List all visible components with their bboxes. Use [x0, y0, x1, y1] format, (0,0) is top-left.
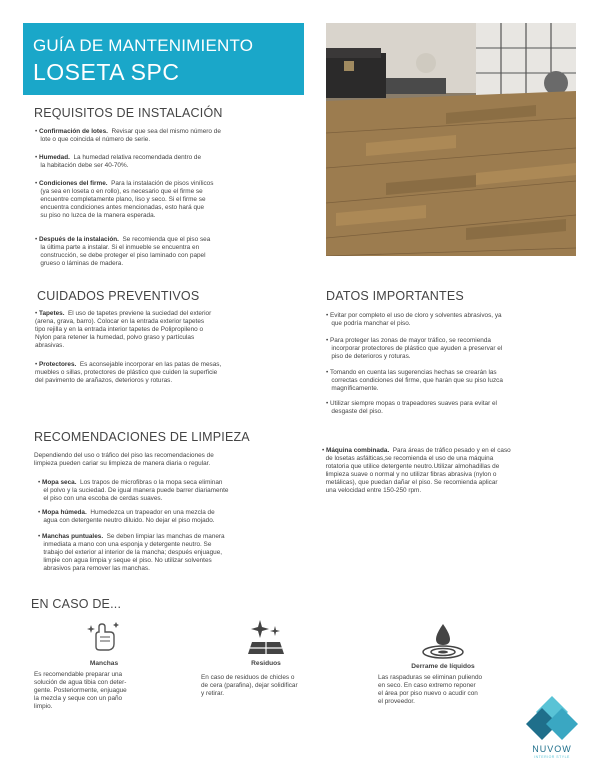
- maquina-l3: rotatoria que utilice detergente neutro.Utilizar almohadillas de: [325, 463, 500, 470]
- tapetes-l2: (arena, grava, barro). Colocar en la entrada exterior tapetes: [35, 318, 205, 325]
- mopa-humeda-l1: Humedezca un trapeador en una mezcla de: [90, 509, 215, 516]
- icon-label-manchas: Manchas: [89, 660, 119, 667]
- mopa-humeda-label: Mopa húmeda.: [42, 509, 87, 516]
- protectores-l2: muebles o sillas, protectores de plástico que cuiden la superficie: [35, 369, 218, 376]
- limpieza-intro-2: limpieza pueden cariar su limpieza de manera diaria o regular.: [34, 460, 211, 467]
- tapetes-l3: tipo rejilla y en la entrada interior tapetes de Polipropileno o: [35, 326, 204, 333]
- water-drop-splash-icon: [420, 622, 466, 660]
- req-humedad-l1: La humedad relativa recomendada dentro de: [73, 154, 202, 161]
- tapetes-label: Tapetes.: [39, 310, 65, 317]
- maquina-l2: de losetas asfálticas,se recomienda el uso de una máquina: [325, 455, 494, 462]
- req-despues-l3: construcción, se debe proteger el piso laminado con papel: [40, 252, 206, 259]
- limpieza-intro: [34, 452, 214, 468]
- title-line-2: LOSETA SPC: [33, 59, 180, 85]
- icon-label-derrame: Derrame de líquidos: [411, 663, 475, 670]
- room-floor-photo: [326, 23, 576, 256]
- req-lotes-label: Confirmación de lotes.: [39, 128, 108, 135]
- mopa-humeda-l2: agua con detergente neutro diluido. No dejar el piso mojado.: [43, 517, 215, 524]
- manchas-puntuales-l3: trabajo del exterior al interior de la mancha; después enjuague,: [43, 549, 223, 556]
- maquina-l4: limpieza suave o normal y no utilizar fibras abrasiva (nylon o: [325, 471, 497, 478]
- manchas-puntuales-l1: Se deben limpiar las manchas de manera: [106, 533, 225, 540]
- req-firme-l4: encuentra condiciones antes mencionadas, esto hará que: [40, 204, 205, 211]
- datos-trafico-l2: incorporar protectores de plástico que ayuden a preservar el: [331, 345, 503, 352]
- datos-item-sugerencias: • Tomando en cuenta las sugerencias hechas se crearán las correctas condiciones del firme, que harán que su piso luzca magníficamente.: [326, 369, 503, 392]
- en-caso-manchas-l4: la mezcla y seque con un paño: [34, 695, 123, 702]
- datos-cloro-l1: Evitar por completo el uso de cloro y solventes abrasivos, ya: [330, 312, 502, 319]
- datos-trafico-l1: Para proteger las zonas de mayor tráfico, se recomienda: [330, 337, 491, 344]
- req-humedad-l2: la habitación debe ser 40-70%.: [40, 162, 129, 169]
- datos-mopas-l2: desgaste del piso.: [331, 408, 383, 415]
- datos-cloro-l2: que podría manchar el piso.: [331, 320, 411, 327]
- req-lotes-l2: lote o que coincida el número de serie.: [40, 136, 151, 143]
- protectores-label: Protectores.: [39, 361, 77, 368]
- protectores-l1: Es aconsejable incorporar en las patas de mesas,: [79, 361, 222, 368]
- cuidados-tapetes: • Tapetes. El uso de tapetes previene la suciedad del exterior (arena, grava, barro). Colocar en la entrada exterior tapetes tipo rejilla y en la entrada interior tapetes de Polipropileno o Nylon para retener la humedad, polvo graso y partículas abrasivas.: [35, 310, 212, 349]
- maquina-l1: Para áreas de tráfico pesado y en el caso: [392, 447, 511, 454]
- en-caso-derrame-l4: el proveedor.: [378, 698, 415, 705]
- hand-wipe-icon: [86, 619, 122, 655]
- section-title-cuidados: CUIDADOS PREVENTIVOS: [37, 289, 200, 303]
- req-item-humedad: • Humedad. La humedad relativa recomendada dentro de la habitación debe ser 40-70%.: [35, 154, 202, 169]
- section-title-en-caso: EN CASO DE...: [31, 597, 122, 611]
- datos-item-cloro: • Evitar por completo el uso de cloro y solventes abrasivos, ya que podría manchar el piso.: [326, 312, 502, 327]
- maquina-label: Máquina combinada.: [326, 447, 390, 454]
- floor-sparkle-icon: [246, 618, 286, 656]
- section-title-datos: DATOS IMPORTANTES: [326, 289, 464, 303]
- req-firme-l5: su piso no luzca de la manera esperada.: [40, 212, 156, 219]
- protectores-l3: del pavimento de arañazos, deterioros y roturas.: [35, 377, 173, 384]
- req-firme-l2: (ya sea en loseta o en rollo), es necesario que el firme se: [40, 188, 203, 195]
- maquina-l6: una velocidad entre 150-250 rpm.: [325, 487, 422, 494]
- datos-trafico-l3: piso de deterioros y roturas.: [331, 353, 411, 360]
- req-despues-l4: grueso o láminas de madera.: [40, 260, 124, 267]
- en-caso-manchas-l5: limpio.: [34, 703, 53, 710]
- en-caso-derrame-l1: Las raspaduras se eliminan puliendo: [378, 674, 483, 681]
- req-firme-l3: encuentre completamente plano, liso y seco. Si el firme se: [40, 196, 206, 203]
- logo-wordmark: NUVOW: [532, 744, 572, 754]
- req-item-lotes: • Confirmación de lotes. Revisar que sea del mismo número de lote o que coincida el número de serie.: [35, 128, 221, 143]
- en-caso-residuos-l1: En caso de residuos de chicles o: [201, 674, 295, 681]
- section-title-requisitos: REQUISITOS DE INSTALACIÓN: [34, 106, 223, 120]
- section-title-limpieza: RECOMENDACIONES DE LIMPIEZA: [34, 430, 250, 444]
- en-caso-manchas-l1: Es recomendable preparar una: [34, 671, 123, 678]
- en-caso-derrame-l3: el área por piso nuevo o acudir con: [378, 690, 478, 697]
- limpieza-mopa-humeda: • Mopa húmeda. Humedezca un trapeador en una mezcla de agua con detergente neutro diluido. No dejar el piso mojado.: [38, 509, 215, 524]
- req-despues-l2: la última parte a instalar. Si el inmueble se encuentra en: [40, 244, 200, 251]
- limpieza-intro-1: Dependiendo del uso o tráfico del piso las recomendaciones de: [34, 452, 214, 459]
- en-caso-residuos-l3: y retirar.: [201, 690, 225, 697]
- mopa-seca-label: Mopa seca.: [42, 479, 77, 486]
- req-firme-label: Condiciones del firme.: [39, 180, 108, 187]
- limpieza-maquina-combinada: • Máquina combinada. Para áreas de tráfico pesado y en el caso de losetas asfálticas,se recomienda el uso de una máquina rotatoria que utilice detergente neutro.Utilizar almohadillas de limpieza suave o normal y no utilizar fibras abrasiva (nylon o metálicas), que puedan dañar el piso. Se recomienda aplicar una velocidad entre 150-250 rpm.: [322, 447, 511, 494]
- datos-sugerencias-l1: Tomando en cuenta las sugerencias hechas se crearán las: [330, 369, 497, 376]
- en-caso-manchas-l3: gente. Posteriormente, enjuague: [34, 687, 127, 694]
- manchas-puntuales-label: Manchas puntuales.: [42, 533, 104, 540]
- req-despues-l1: Se recomienda que el piso sea: [122, 236, 211, 243]
- manchas-puntuales-l2: inmediata a mano con una esponja y detergente neutro. Se: [43, 541, 212, 548]
- tapetes-l1: El uso de tapetes previene la suciedad del exterior: [68, 310, 212, 317]
- en-caso-derrame-l2: en seco. En caso extremo reponer: [378, 682, 476, 689]
- datos-sugerencias-l2: correctas condiciones del firme, que harán que su piso luzca: [331, 377, 503, 384]
- datos-mopas-l1: Utilizar siempre mopas o trapeadores suaves para evitar el: [330, 400, 497, 407]
- datos-item-trafico: • Para proteger las zonas de mayor tráfico, se recomienda incorporar protectores de plástico que ayuden a preservar el piso de deterioros y roturas.: [326, 337, 503, 360]
- en-caso-residuos-text: [201, 674, 298, 698]
- req-item-despues: • Después de la instalación. Se recomienda que el piso sea la última parte a instalar. Si el inmueble se encuentra en construcción, se debe proteger el piso laminado con papel grueso o láminas de madera.: [35, 236, 211, 267]
- title-banner: [23, 23, 304, 95]
- tapetes-l5: abrasivas.: [35, 342, 65, 349]
- tapetes-l4: Nylon para retener la humedad, polvo graso y partículas: [35, 334, 195, 341]
- icon-label-residuos: Residuos: [251, 660, 281, 667]
- mopa-seca-l1: Los trapos de microfibras o la mopa seca eliminan: [80, 479, 223, 486]
- maquina-l5: metálicas), que puedan dañar el piso. Se recomienda aplicar: [325, 479, 498, 486]
- mopa-seca-l3: el piso con una escoba de cerdas suaves.: [43, 495, 163, 502]
- manchas-puntuales-l5: abrasivos para remover las manchas.: [43, 565, 150, 572]
- nuvow-logo-mark: [522, 694, 582, 746]
- room-photo-illustration: [326, 23, 576, 256]
- limpieza-manchas-puntuales: • Manchas puntuales. Se deben limpiar las manchas de manera inmediata a mano con una esponja y detergente neutro. Se trabajo del exterior al interior de la mancha; después enjuague, limpie con agua limpia y seque el piso. No utilizar solventes abrasivos para remover las manchas.: [38, 533, 225, 572]
- en-caso-manchas-text: [34, 671, 127, 711]
- en-caso-residuos-l2: de cera (parafina), dejar solidificar: [201, 682, 298, 689]
- en-caso-manchas-l2: solución de agua tibia con deter-: [34, 679, 127, 686]
- limpieza-mopa-seca: • Mopa seca. Los trapos de microfibras o la mopa seca eliminan el polvo y la suciedad. De igual manera puede barrer diariamente el piso con una escoba de cerdas suaves.: [38, 479, 229, 502]
- manchas-puntuales-l4: limpie con agua limpia y seque el piso. No utilizar solventes: [43, 557, 212, 564]
- req-despues-label: Después de la instalación.: [39, 236, 119, 243]
- req-humedad-label: Humedad.: [39, 154, 70, 161]
- datos-sugerencias-l3: magníficamente.: [331, 385, 379, 392]
- req-item-firme: • Condiciones del firme. Para la instalación de pisos vinílicos (ya sea en loseta o en rollo), es necesario que el firme se encuentre completamente plano, liso y seco. Si el firme se encuentra condiciones antes mencionadas, esto hará que su piso no luzca de la manera esperada.: [35, 180, 214, 219]
- cuidados-protectores: • Protectores. Es aconsejable incorporar en las patas de mesas, muebles o sillas, protectores de plástico que cuiden la superficie del pavimento de arañazos, deterioros y roturas.: [35, 361, 222, 384]
- mopa-seca-l2: el polvo y la suciedad. De igual manera puede barrer diariamente: [43, 487, 229, 494]
- req-lotes-l1: Revisar que sea del mismo número de: [111, 128, 221, 135]
- logo-tagline: INTERIOR STYLE: [534, 755, 570, 759]
- title-line-1: GUÍA DE MANTENIMIENTO: [33, 36, 254, 55]
- req-firme-l1: Para la instalación de pisos vinílicos: [111, 180, 214, 187]
- datos-item-mopas: • Utilizar siempre mopas o trapeadores suaves para evitar el desgaste del piso.: [326, 400, 497, 415]
- en-caso-derrame-text: [378, 674, 482, 706]
- nuvow-logo: [522, 694, 582, 766]
